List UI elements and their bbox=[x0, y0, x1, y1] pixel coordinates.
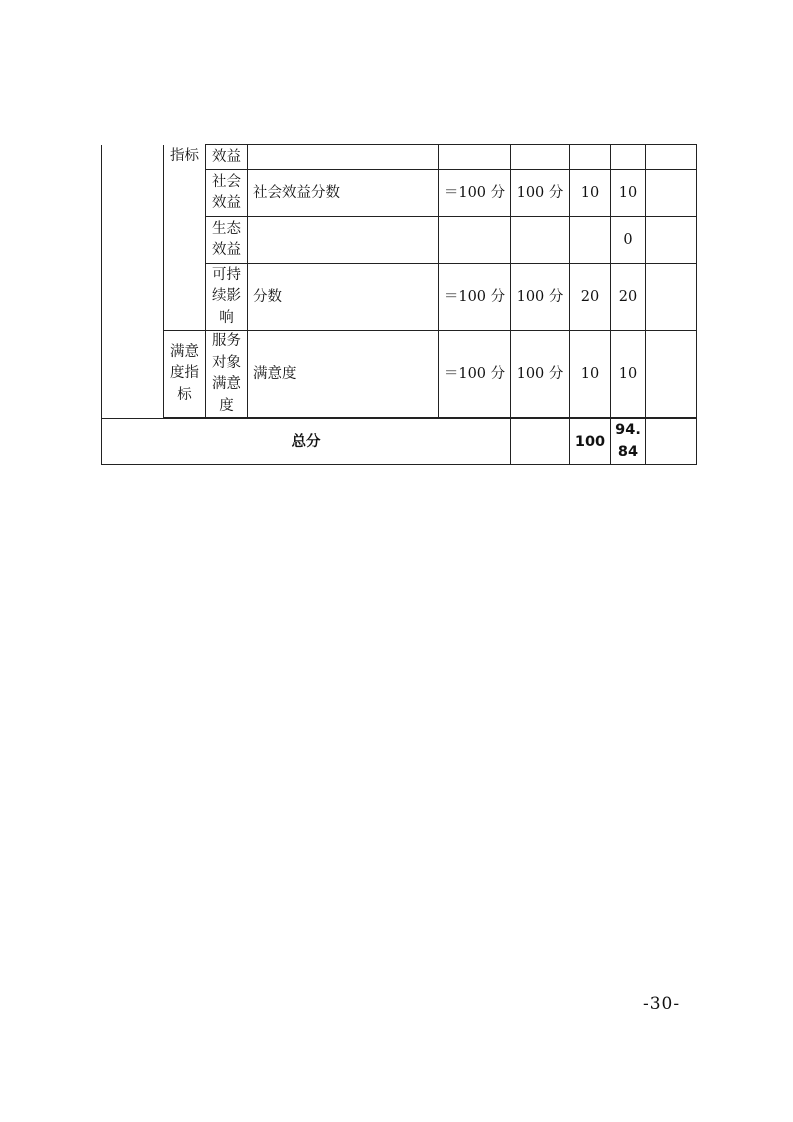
level3-cell: 社会效益 bbox=[206, 170, 248, 217]
actual-cell bbox=[511, 145, 570, 170]
remark-cell bbox=[646, 170, 697, 217]
level2-cell-satisfaction: 满意度指标 bbox=[164, 331, 206, 418]
indicator-cell: 社会效益分数 bbox=[248, 170, 439, 217]
remark-cell bbox=[646, 419, 697, 465]
total-weight: 100 bbox=[570, 419, 611, 465]
remark-cell bbox=[646, 264, 697, 331]
page-number: -30- bbox=[643, 994, 681, 1014]
level3-cell: 服务对象满意度 bbox=[206, 331, 248, 418]
indicator-cell: 满意度 bbox=[248, 331, 439, 418]
score-cell: 10 bbox=[611, 170, 646, 217]
table-row bbox=[102, 145, 697, 170]
table-row bbox=[102, 331, 697, 418]
actual-cell: 100 分 bbox=[511, 331, 570, 418]
actual-cell: 100 分 bbox=[511, 170, 570, 217]
target-cell: ＝100 分 bbox=[439, 170, 511, 217]
total-score: 94.84 bbox=[611, 419, 646, 465]
indicator-cell: 分数 bbox=[248, 264, 439, 331]
score-cell: 10 bbox=[611, 331, 646, 418]
level2-cell-output bbox=[164, 145, 206, 331]
performance-table bbox=[101, 144, 697, 465]
actual-cell bbox=[511, 217, 570, 264]
score-cell: 0 bbox=[611, 217, 646, 264]
indicator-cell bbox=[248, 145, 439, 170]
indicator-cell bbox=[248, 217, 439, 264]
level3-cell: 效益 bbox=[206, 145, 248, 170]
weight-cell: 20 bbox=[570, 264, 611, 331]
target-cell bbox=[439, 217, 511, 264]
level2-label: 指标 bbox=[170, 147, 199, 164]
level1-cell bbox=[102, 145, 164, 419]
total-row bbox=[102, 419, 697, 465]
target-cell: ＝100 分 bbox=[439, 264, 511, 331]
weight-cell bbox=[570, 145, 611, 170]
remark-cell bbox=[646, 331, 697, 418]
score-cell bbox=[611, 145, 646, 170]
remark-cell bbox=[646, 145, 697, 170]
weight-cell: 10 bbox=[570, 331, 611, 418]
weight-cell bbox=[570, 217, 611, 264]
total-label: 总分 bbox=[102, 419, 511, 465]
level3-cell: 可持续影响 bbox=[206, 264, 248, 331]
actual-cell bbox=[511, 419, 570, 465]
target-cell: ＝100 分 bbox=[439, 331, 511, 418]
actual-cell: 100 分 bbox=[511, 264, 570, 331]
score-cell: 20 bbox=[611, 264, 646, 331]
remark-cell bbox=[646, 217, 697, 264]
target-cell bbox=[439, 145, 511, 170]
level3-cell: 生态效益 bbox=[206, 217, 248, 264]
weight-cell: 10 bbox=[570, 170, 611, 217]
